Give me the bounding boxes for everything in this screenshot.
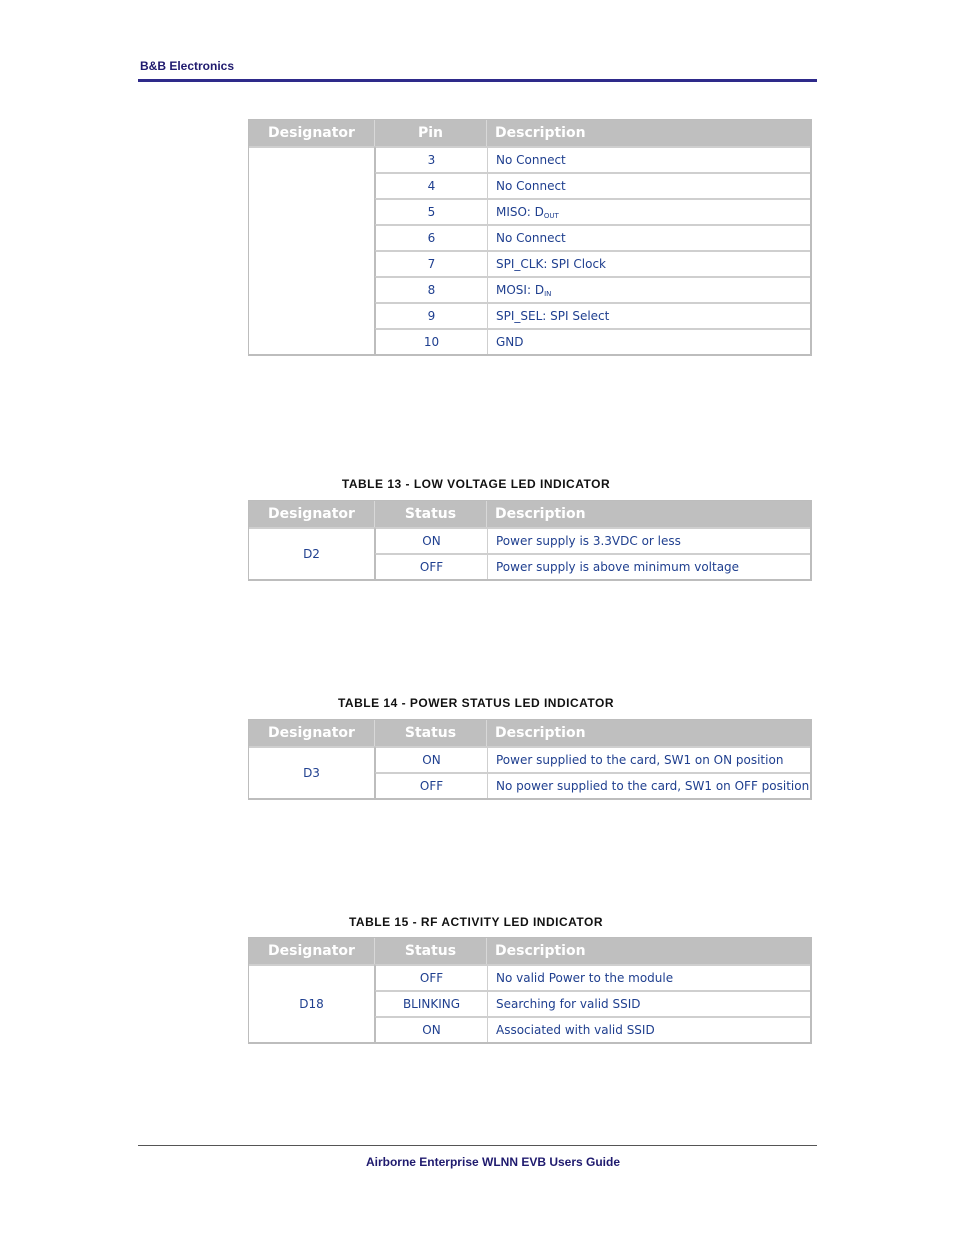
status-cell: ON <box>375 1016 487 1042</box>
pin-cell: 10 <box>375 328 487 354</box>
description-cell: No power supplied to the card, SW1 on OFF position <box>487 772 810 798</box>
table-row <box>249 527 810 553</box>
header-description: Description <box>487 501 810 527</box>
description-subscript: IN <box>544 289 552 298</box>
table14 <box>248 719 812 800</box>
header-status: Status <box>375 938 487 964</box>
description-cell <box>487 146 810 172</box>
description-cell: Power supply is above minimum voltage <box>487 553 810 579</box>
description-text: MISO: D <box>496 204 544 219</box>
designator-cell <box>249 146 375 354</box>
table-row <box>249 964 810 990</box>
table15 <box>248 937 812 1044</box>
header-status: Status <box>375 720 487 746</box>
designator-cell: D3 <box>249 746 375 798</box>
description-subscript: OUT <box>543 211 559 220</box>
pin-cell: 3 <box>375 146 487 172</box>
table-header-row <box>249 720 810 746</box>
description-cell: Power supplied to the card, SW1 on ON position <box>487 746 810 772</box>
description-cell <box>487 224 810 250</box>
description-cell: Associated with valid SSID <box>487 1016 810 1042</box>
footer-rule <box>138 1145 817 1146</box>
header-pin: Pin <box>375 120 487 146</box>
table-header-row <box>249 938 810 964</box>
description-cell <box>487 276 810 302</box>
designator-cell: D18 <box>249 964 375 1042</box>
pin-cell: 8 <box>375 276 487 302</box>
description-cell <box>487 302 810 328</box>
header-description: Description <box>487 720 810 746</box>
table13 <box>248 500 812 581</box>
description-cell <box>487 250 810 276</box>
pin-table <box>248 119 812 356</box>
header-designator: Designator <box>249 501 375 527</box>
header-designator: Designator <box>249 938 375 964</box>
header-description: Description <box>487 120 810 146</box>
table13-caption: TABLE 13 - LOW VOLTAGE LED INDICATOR <box>341 477 611 491</box>
description-cell: Power supply is 3.3VDC or less <box>487 527 810 553</box>
table-header-row <box>249 120 810 146</box>
description-text: MOSI: D <box>496 282 545 297</box>
header-status: Status <box>375 501 487 527</box>
status-cell: ON <box>375 746 487 772</box>
description-cell: Searching for valid SSID <box>487 990 810 1016</box>
table14-caption: TABLE 14 - POWER STATUS LED INDICATOR <box>337 696 615 710</box>
header-brand: B&B Electronics <box>140 59 235 73</box>
description-cell <box>487 172 810 198</box>
table-row <box>249 146 810 172</box>
description-cell <box>487 328 810 354</box>
description-text: No Connect <box>496 231 566 245</box>
status-cell: OFF <box>375 772 487 798</box>
pin-cell: 4 <box>375 172 487 198</box>
header-rule <box>138 79 817 82</box>
description-cell: No valid Power to the module <box>487 964 810 990</box>
description-text: No Connect <box>496 179 566 193</box>
description-text: SPI_SEL: SPI Select <box>496 309 610 323</box>
header-designator: Designator <box>249 720 375 746</box>
status-cell: OFF <box>375 553 487 579</box>
pin-cell: 5 <box>375 198 487 224</box>
pin-cell: 7 <box>375 250 487 276</box>
table-header-row <box>249 501 810 527</box>
header-designator: Designator <box>249 120 375 146</box>
description-cell <box>487 198 810 224</box>
table-row <box>249 746 810 772</box>
designator-cell: D2 <box>249 527 375 579</box>
table15-caption: TABLE 15 - RF ACTIVITY LED INDICATOR <box>348 915 603 929</box>
status-cell: OFF <box>375 964 487 990</box>
description-text: SPI_CLK: SPI Clock <box>496 257 606 271</box>
header-description: Description <box>487 938 810 964</box>
description-text: No Connect <box>496 153 566 167</box>
pin-cell: 9 <box>375 302 487 328</box>
status-cell: ON <box>375 527 487 553</box>
pin-cell: 6 <box>375 224 487 250</box>
footer-title: Airborne Enterprise WLNN EVB Users Guide <box>365 1155 621 1169</box>
status-cell: BLINKING <box>375 990 487 1016</box>
description-text: GND <box>496 335 524 349</box>
